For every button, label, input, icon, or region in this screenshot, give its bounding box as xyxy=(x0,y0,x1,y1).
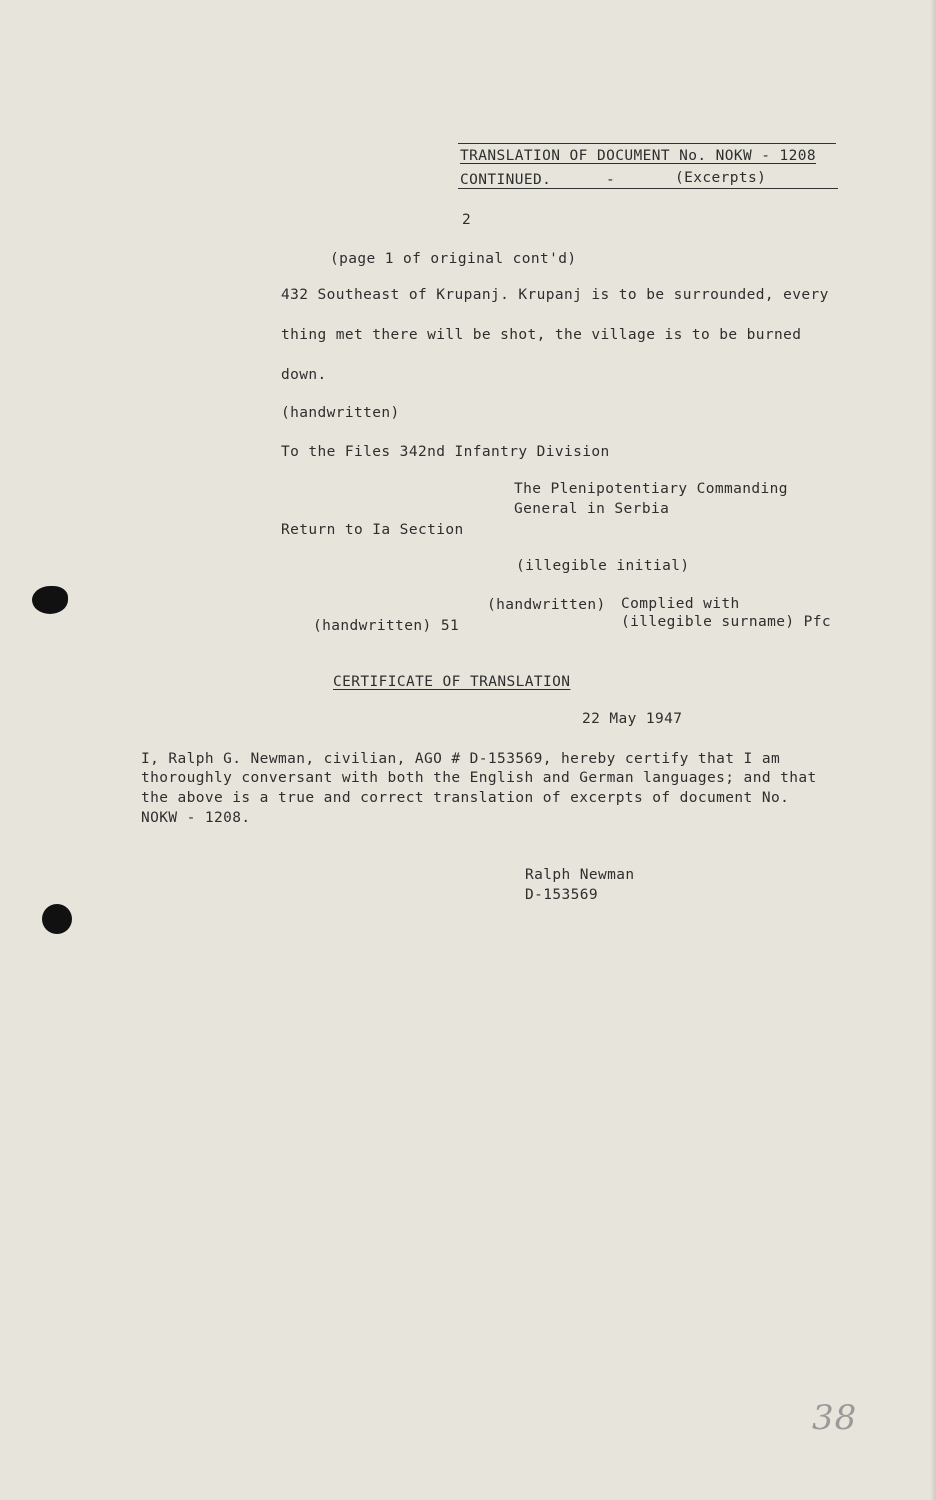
files-line: To the Files 342nd Infantry Division xyxy=(281,444,610,460)
certificate-text-4: NOKW - 1208. xyxy=(141,810,251,826)
page-number: 2 xyxy=(462,212,472,228)
header-excerpts: (Excerpts) xyxy=(675,170,767,186)
complied-handwritten: (handwritten) xyxy=(487,597,606,613)
page-edge-shadow xyxy=(930,0,936,1500)
signer-id: D-153569 xyxy=(525,887,599,903)
certificate-title: CERTIFICATE OF TRANSLATION xyxy=(333,674,571,690)
complied-with: Complied with xyxy=(621,596,740,612)
handwritten-label: (handwritten) xyxy=(281,405,400,421)
header-top-rule xyxy=(458,143,836,144)
paragraph-line-3: down. xyxy=(281,367,327,383)
paragraph-line-2: thing met there will be shot, the village is to be burned xyxy=(281,327,802,343)
punch-hole-bottom xyxy=(42,904,72,934)
certificate-text-1: I, Ralph G. Newman, civilian, AGO # D-153569, hereby certify that I am xyxy=(141,751,781,767)
certificate-text-3: the above is a true and correct translation of excerpts of document No. xyxy=(141,790,790,806)
signer-name: Ralph Newman xyxy=(525,867,635,883)
header-continued: CONTINUED. xyxy=(460,172,552,188)
handwritten-page-number: 38 xyxy=(812,1398,858,1438)
plenipotentiary-line-2: General in Serbia xyxy=(514,501,670,517)
plenipotentiary-line-1: The Plenipotentiary Commanding xyxy=(514,481,788,497)
header-bottom-rule xyxy=(458,188,838,189)
handwritten-51: (handwritten) 51 xyxy=(313,618,460,634)
header-title: TRANSLATION OF DOCUMENT No. NOKW - 1208 xyxy=(460,148,817,164)
illegible-surname: (illegible surname) Pfc xyxy=(621,614,831,630)
paragraph-line-1: 432 Southeast of Krupanj. Krupanj is to be surrounded, every xyxy=(281,287,829,303)
illegible-initial: (illegible initial) xyxy=(516,558,690,574)
certificate-text-2: thoroughly conversant with both the English and German languages; and that xyxy=(141,770,817,786)
return-line: Return to Ia Section xyxy=(281,522,464,538)
certificate-date: 22 May 1947 xyxy=(582,711,683,727)
punch-hole-top xyxy=(32,586,68,614)
header-dash: - xyxy=(606,172,616,188)
page-note: (page 1 of original cont'd) xyxy=(330,251,577,267)
